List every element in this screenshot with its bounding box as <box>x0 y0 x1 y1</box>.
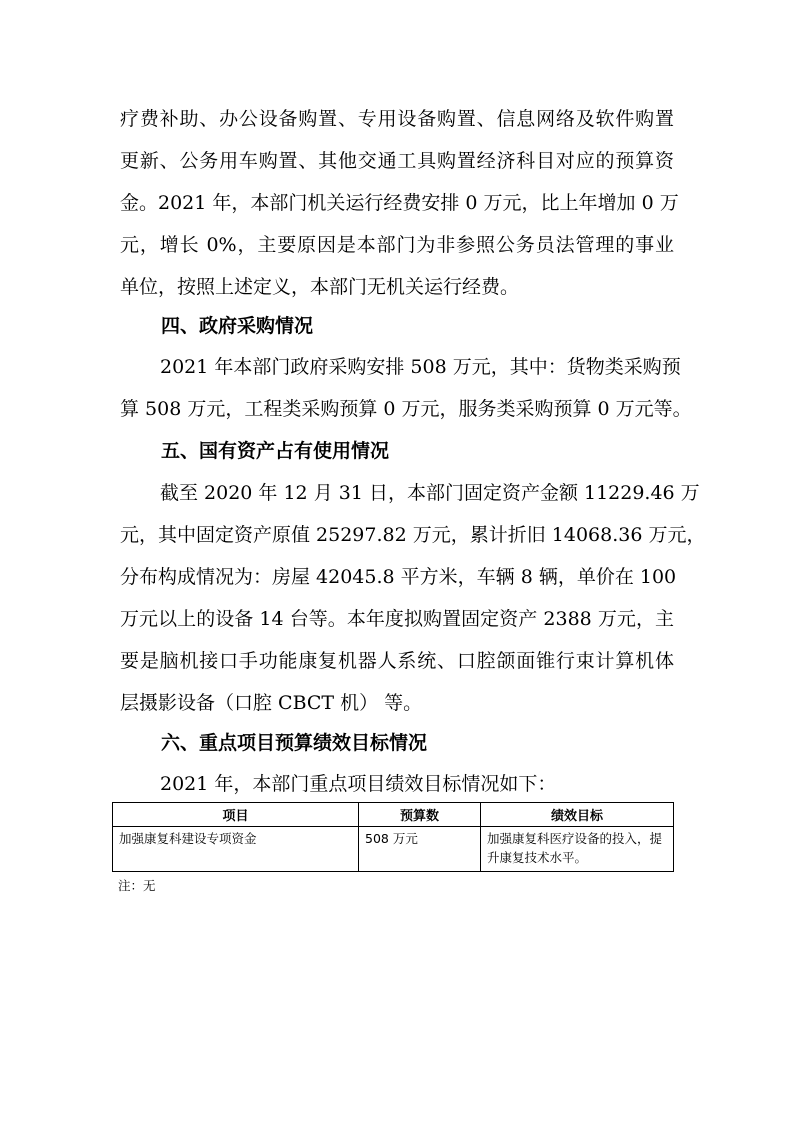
section-heading-procurement: 四、政府采购情况 <box>161 315 314 337</box>
text-line: 截至 2020 年 12 月 31 日，本部门固定资产金额 11229.46 万 <box>160 482 700 504</box>
performance-goals-table <box>112 802 674 872</box>
text-line: 元，增长 0%，主要原因是本部门为非参照公务员法管理的事业 <box>120 234 674 256</box>
table-note: 注：无 <box>118 878 156 893</box>
section-heading-state-assets: 五、国有资产占有使用情况 <box>161 440 390 462</box>
column-header-project: 项目 <box>113 803 359 827</box>
paragraph-procurement <box>120 346 692 430</box>
section-heading-performance-goals: 六、重点项目预算绩效目标情况 <box>161 732 428 754</box>
text-line: 算 508 万元，工程类采购预算 0 万元，服务类采购预算 0 万元等。 <box>120 398 692 420</box>
cell-project: 加强康复科建设专项资金 <box>113 827 359 872</box>
paragraph-state-assets <box>120 472 706 724</box>
paragraph-operating-expenses <box>120 98 679 308</box>
paragraph-performance-intro <box>160 763 674 805</box>
text-line: 2021 年，本部门重点项目绩效目标情况如下： <box>160 773 557 795</box>
table-header-row <box>113 803 674 827</box>
text-line: 元，其中固定资产原值 25297.82 万元，累计折旧 14068.36 万元， <box>120 524 706 546</box>
column-header-budget: 预算数 <box>359 803 481 827</box>
text-line: 层摄影设备（口腔 CBCT 机） 等。 <box>120 692 423 714</box>
column-header-goal: 绩效目标 <box>481 803 674 827</box>
cell-budget: 508 万元 <box>359 827 481 872</box>
text-line: 更新、公务用车购置、其他交通工具购置经济科目对应的预算资 <box>120 150 674 172</box>
text-line: 金。2021 年，本部门机关运行经费安排 0 万元，比上年增加 0 万 <box>120 192 679 214</box>
text-line: 单位，按照上述定义，本部门无机关运行经费。 <box>120 276 520 298</box>
text-line: 要是脑机接口手功能康复机器人系统、口腔颌面锥行束计算机体 <box>120 650 674 672</box>
cell-goal: 加强康复科医疗设备的投入，提升康复技术水平。 <box>481 827 674 872</box>
text-line: 2021 年本部门政府采购安排 508 万元，其中：货物类采购预 <box>160 356 681 378</box>
table-row <box>113 827 674 872</box>
text-line: 疗费补助、办公设备购置、专用设备购置、信息网络及软件购置 <box>120 108 674 130</box>
text-line: 万元以上的设备 14 台等。本年度拟购置固定资产 2388 万元，主 <box>120 608 674 630</box>
text-line: 分布构成情况为：房屋 42045.8 平方米，车辆 8 辆，单价在 100 <box>120 566 677 588</box>
